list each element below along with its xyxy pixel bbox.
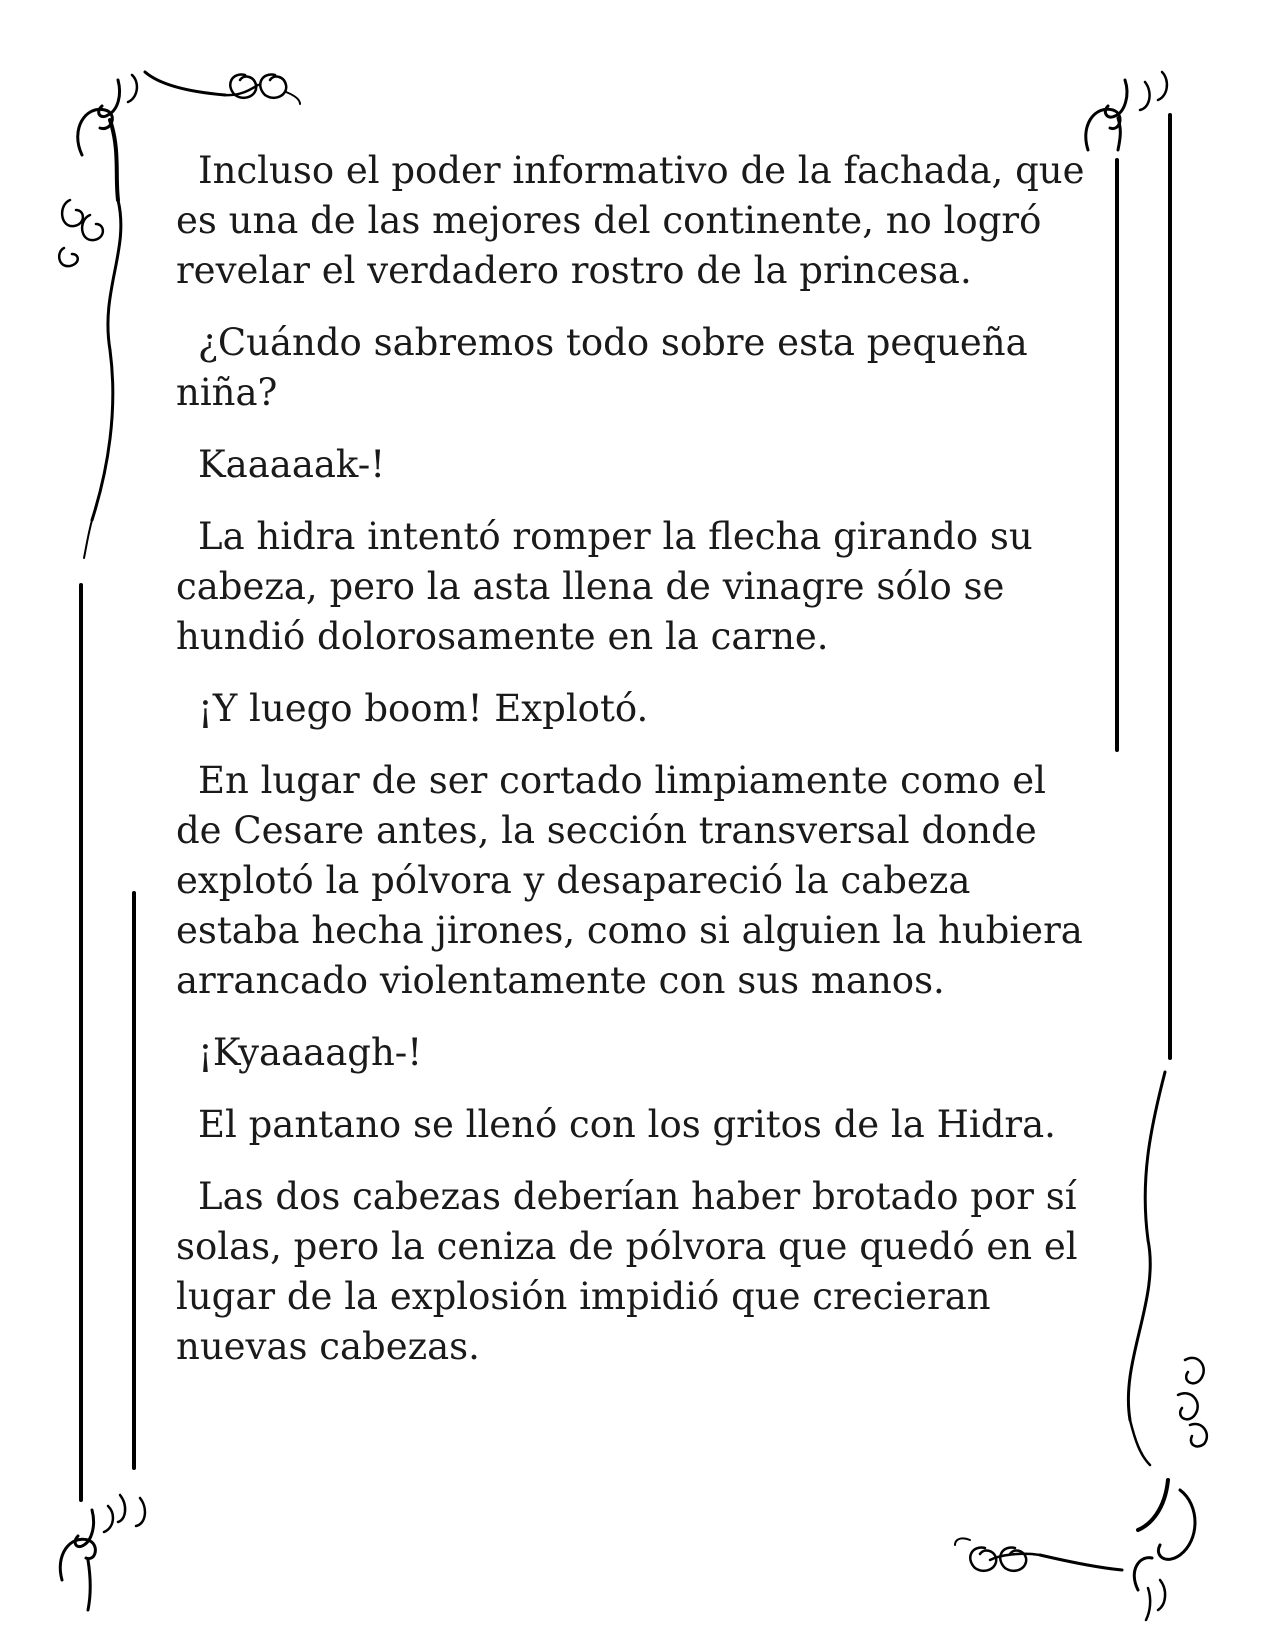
paragraph: El pantano se llenó con los gritos de la Hidra. — [198, 1103, 1056, 1146]
paragraph: Kaaaaak-! — [198, 443, 386, 486]
paragraph: En lugar de ser cortado limpiamente como el de Cesare antes, la sección transversal donde explotó la pólvora y desapareció la cabeza estaba hecha jirones, como si alguien la hubiera arrancado violentamente con sus manos. — [176, 759, 1083, 1002]
paragraph: La hidra intentó romper la flecha girando su cabeza, pero la asta llena de vinagre sólo se hundió dolorosamente en la carne. — [176, 515, 1033, 658]
paragraph: ¿Cuándo sabremos todo sobre esta pequeña niña? — [176, 321, 1028, 414]
paragraph: Las dos cabezas deberían haber brotado por sí solas, pero la ceniza de pólvora que quedó en el lugar de la explosión impidió que crecieran nuevas cabezas. — [176, 1175, 1078, 1368]
paragraph: Incluso el poder informativo de la fachada, que es una de las mejores del continente, no logró revelar el verdadero rostro de la princesa. — [176, 149, 1085, 292]
paragraph: ¡Y luego boom! Explotó. — [198, 687, 649, 730]
paragraph: ¡Kyaaaagh-! — [198, 1031, 423, 1074]
bottom-left-flourish-icon — [60, 1495, 145, 1610]
top-right-flourish-icon — [1086, 72, 1167, 150]
document-body — [176, 146, 1096, 1394]
